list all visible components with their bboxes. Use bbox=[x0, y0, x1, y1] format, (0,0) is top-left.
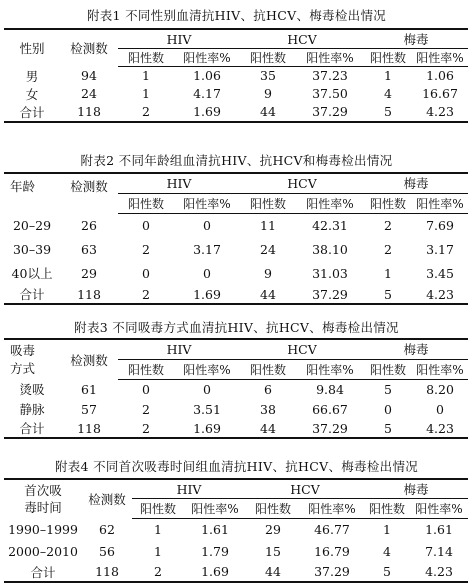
table-cell: 1 bbox=[384, 68, 392, 84]
row-label: 男 bbox=[25, 68, 39, 84]
table1-row-header: 性别 bbox=[4, 29, 60, 67]
row-label: 合计 bbox=[4, 563, 82, 582]
table-cell: 24 bbox=[81, 86, 97, 101]
table-cell: 2 bbox=[118, 419, 174, 438]
table-cell: 16.79 bbox=[314, 544, 350, 559]
row-label: 女 bbox=[25, 86, 39, 102]
table1-count-header: 检测数 bbox=[60, 29, 118, 67]
row-label: 2000–2010 bbox=[8, 544, 78, 559]
table-cell: 7.69 bbox=[426, 217, 454, 233]
table-cell: 16.67 bbox=[422, 86, 458, 101]
table3 bbox=[4, 338, 468, 439]
table2-sub-header: 阳性率% bbox=[174, 193, 240, 213]
table1-group-hcv: HCV bbox=[240, 29, 364, 49]
table-cell: 0 bbox=[436, 401, 444, 417]
row-label: 合计 bbox=[4, 285, 60, 304]
table-cell: 57 bbox=[81, 401, 97, 417]
table-cell: 5 bbox=[364, 103, 412, 122]
row-label: 30–39 bbox=[12, 241, 52, 257]
table-cell: 1 bbox=[384, 265, 392, 281]
table-cell: 37.23 bbox=[312, 68, 348, 84]
table-cell: 4.23 bbox=[412, 103, 468, 122]
table-cell: 29 bbox=[81, 265, 97, 281]
table-cell: 7.14 bbox=[425, 544, 453, 559]
table2-group-hiv: HIV bbox=[118, 173, 240, 193]
table3-sub-header: 阳性数 bbox=[364, 359, 412, 379]
table-cell: 3.45 bbox=[426, 265, 454, 281]
table-cell: 0 bbox=[203, 217, 211, 233]
table-cell: 62 bbox=[99, 522, 115, 537]
table-cell: 61 bbox=[81, 381, 97, 397]
table2-row-header: 年龄 bbox=[4, 173, 60, 213]
table-cell: 24 bbox=[260, 241, 276, 257]
row-label: 烫吸 bbox=[19, 382, 45, 397]
table-cell: 26 bbox=[81, 217, 97, 233]
table-cell: 63 bbox=[81, 241, 97, 257]
table-cell: 2 bbox=[118, 103, 174, 122]
table4-sub-header: 阳性率% bbox=[410, 499, 468, 519]
row-header-line: 首次吸 bbox=[24, 483, 62, 499]
table-row bbox=[4, 563, 468, 582]
table-row bbox=[4, 379, 468, 399]
table-cell: 1 bbox=[383, 522, 391, 538]
table4-sub-header: 阳性数 bbox=[364, 499, 410, 519]
table-row bbox=[4, 419, 468, 438]
table3-group-hiv: HIV bbox=[118, 339, 240, 359]
row-label: 20–29 bbox=[12, 217, 52, 233]
table1-sub-header: 阳性率% bbox=[296, 49, 364, 67]
table-cell: 4.17 bbox=[193, 86, 221, 101]
table-cell: 1.06 bbox=[426, 68, 454, 84]
table-row bbox=[4, 67, 468, 85]
table1-group-syphilis: 梅毒 bbox=[364, 29, 468, 49]
table-cell: 46.77 bbox=[314, 522, 350, 538]
table-cell: 35 bbox=[260, 68, 276, 84]
table-cell: 37.29 bbox=[296, 285, 364, 304]
row-header-line: 吸毒 bbox=[10, 342, 36, 358]
table4-sub-header: 阳性率% bbox=[300, 499, 364, 519]
table-cell: 1 bbox=[154, 544, 162, 559]
table-row bbox=[4, 237, 468, 261]
table-cell: 118 bbox=[82, 563, 132, 582]
table-cell: 31.03 bbox=[312, 265, 348, 281]
table-cell: 2 bbox=[384, 241, 392, 257]
table-cell: 0 bbox=[142, 381, 150, 397]
table4-sub-header: 阳性数 bbox=[246, 499, 300, 519]
table-cell: 37.29 bbox=[296, 103, 364, 122]
table-row bbox=[4, 261, 468, 285]
table-cell: 1.61 bbox=[425, 522, 453, 538]
table3-sub-header: 阳性数 bbox=[240, 359, 296, 379]
table-cell: 4 bbox=[383, 544, 391, 559]
row-header-line: 方式 bbox=[10, 360, 36, 376]
table4-row-header bbox=[4, 479, 82, 519]
table-cell: 9 bbox=[264, 86, 272, 101]
table3-caption: 附表3 不同吸毒方式血清抗HIV、抗HCV、梅毒检出情况 bbox=[74, 320, 399, 335]
table-row bbox=[4, 213, 468, 237]
table-cell: 5 bbox=[384, 381, 392, 397]
table2-group-hcv: HCV bbox=[240, 173, 364, 193]
table2-sub-header: 阳性率% bbox=[412, 193, 468, 213]
table4-group-hcv: HCV bbox=[246, 479, 364, 499]
table4-group-hiv: HIV bbox=[132, 479, 246, 499]
table-cell: 15 bbox=[265, 544, 281, 559]
row-label: 40以上 bbox=[11, 266, 53, 281]
table3-sub-header: 阳性数 bbox=[118, 359, 174, 379]
table3-sub-header: 阳性率% bbox=[412, 359, 468, 379]
table2-count-header: 检测数 bbox=[60, 173, 118, 213]
table-row bbox=[4, 85, 468, 103]
row-label: 1990–1999 bbox=[8, 522, 78, 537]
table-cell: 9 bbox=[264, 265, 272, 281]
table-cell: 5 bbox=[364, 285, 412, 304]
table1-sub-header: 阳性数 bbox=[364, 49, 412, 67]
table1-group-hiv: HIV bbox=[118, 29, 240, 49]
table-cell: 5 bbox=[364, 419, 412, 438]
table-row bbox=[4, 541, 468, 563]
table-cell: 11 bbox=[260, 217, 276, 233]
table2-group-syphilis: 梅毒 bbox=[364, 173, 468, 193]
table-cell: 66.67 bbox=[312, 401, 348, 417]
table-cell: 37.29 bbox=[296, 419, 364, 438]
table-cell: 0 bbox=[142, 265, 150, 281]
table-cell: 2 bbox=[132, 563, 184, 582]
table-row bbox=[4, 519, 468, 541]
table-cell: 1.69 bbox=[174, 103, 240, 122]
table2-sub-header: 阳性数 bbox=[118, 193, 174, 213]
table-cell: 3.51 bbox=[193, 401, 221, 417]
table2-sub-header: 阳性数 bbox=[240, 193, 296, 213]
table2-sub-header: 阳性数 bbox=[364, 193, 412, 213]
table-cell: 1.61 bbox=[201, 522, 229, 538]
table1-caption: 附表1 不同性别血清抗HIV、抗HCV、梅毒检出情况 bbox=[86, 8, 387, 23]
table-cell: 4.23 bbox=[412, 285, 468, 304]
table1 bbox=[4, 28, 468, 123]
table-cell: 118 bbox=[60, 285, 118, 304]
table-cell: 0 bbox=[384, 401, 392, 417]
table2 bbox=[4, 172, 468, 305]
table-cell: 44 bbox=[246, 563, 300, 582]
table-cell: 2 bbox=[142, 401, 150, 417]
row-label: 合计 bbox=[4, 103, 60, 122]
table4-caption: 附表4 不同首次吸毒时间组血清抗HIV、抗HCV、梅毒检出情况 bbox=[54, 459, 419, 474]
table-cell: 2 bbox=[118, 285, 174, 304]
table2-sub-header: 阳性率% bbox=[296, 193, 364, 213]
table4 bbox=[4, 478, 468, 583]
table-cell: 4.23 bbox=[412, 419, 468, 438]
table-cell: 38.10 bbox=[312, 241, 348, 257]
table-cell: 1.69 bbox=[184, 563, 246, 582]
table1-sub-header: 阳性率% bbox=[412, 49, 468, 67]
table3-sub-header: 阳性率% bbox=[174, 359, 240, 379]
table-cell: 44 bbox=[240, 285, 296, 304]
table-cell: 0 bbox=[203, 381, 211, 397]
table-cell: 118 bbox=[60, 103, 118, 122]
table-cell: 29 bbox=[265, 522, 281, 538]
table3-count-header: 检测数 bbox=[60, 339, 118, 379]
table-cell: 3.17 bbox=[426, 241, 454, 257]
table3-group-syphilis: 梅毒 bbox=[364, 339, 468, 359]
table-cell: 5 bbox=[364, 563, 410, 582]
table-cell: 94 bbox=[81, 68, 97, 83]
table-cell: 1 bbox=[142, 68, 150, 84]
table-cell: 2 bbox=[384, 217, 392, 233]
table-cell: 3.17 bbox=[193, 241, 221, 257]
table-cell: 1.69 bbox=[174, 285, 240, 304]
table-cell: 0 bbox=[142, 217, 150, 233]
table-cell: 8.20 bbox=[426, 381, 454, 397]
table-cell: 37.50 bbox=[312, 86, 348, 101]
table-row bbox=[4, 103, 468, 122]
table-cell: 44 bbox=[240, 103, 296, 122]
table-cell: 1.79 bbox=[201, 544, 229, 559]
table-cell: 4 bbox=[384, 86, 392, 101]
table-cell: 4.23 bbox=[410, 563, 468, 582]
table3-group-hcv: HCV bbox=[240, 339, 364, 359]
table-cell: 37.29 bbox=[300, 563, 364, 582]
table-cell: 9.84 bbox=[316, 381, 344, 397]
table4-count-header: 检测数 bbox=[82, 479, 132, 519]
table-row bbox=[4, 399, 468, 419]
table-cell: 1.06 bbox=[193, 68, 221, 84]
row-header-line: 毒时间 bbox=[24, 500, 62, 516]
table-cell: 1 bbox=[142, 86, 150, 101]
table-cell: 42.31 bbox=[312, 217, 348, 233]
table-cell: 118 bbox=[60, 419, 118, 438]
table4-sub-header: 阳性数 bbox=[132, 499, 184, 519]
table3-row-header bbox=[4, 339, 60, 379]
table2-caption: 附表2 不同年龄组血清抗HIV、抗HCV和梅毒检出情况 bbox=[80, 153, 393, 168]
table-cell: 1.69 bbox=[174, 419, 240, 438]
table-cell: 0 bbox=[203, 265, 211, 281]
table-cell: 38 bbox=[260, 401, 276, 417]
table4-group-syphilis: 梅毒 bbox=[364, 479, 468, 499]
row-label: 静脉 bbox=[19, 402, 45, 417]
table4-sub-header: 阳性率% bbox=[184, 499, 246, 519]
table-row bbox=[4, 285, 468, 304]
table1-sub-header: 阳性率% bbox=[174, 49, 240, 67]
table1-sub-header: 阳性数 bbox=[240, 49, 296, 67]
table3-sub-header: 阳性率% bbox=[296, 359, 364, 379]
table-cell: 2 bbox=[142, 241, 150, 257]
table-cell: 44 bbox=[240, 419, 296, 438]
table-cell: 56 bbox=[99, 544, 115, 559]
table-cell: 1 bbox=[154, 522, 162, 538]
table1-sub-header: 阳性数 bbox=[118, 49, 174, 67]
table-cell: 6 bbox=[264, 381, 272, 397]
row-label: 合计 bbox=[4, 419, 60, 438]
